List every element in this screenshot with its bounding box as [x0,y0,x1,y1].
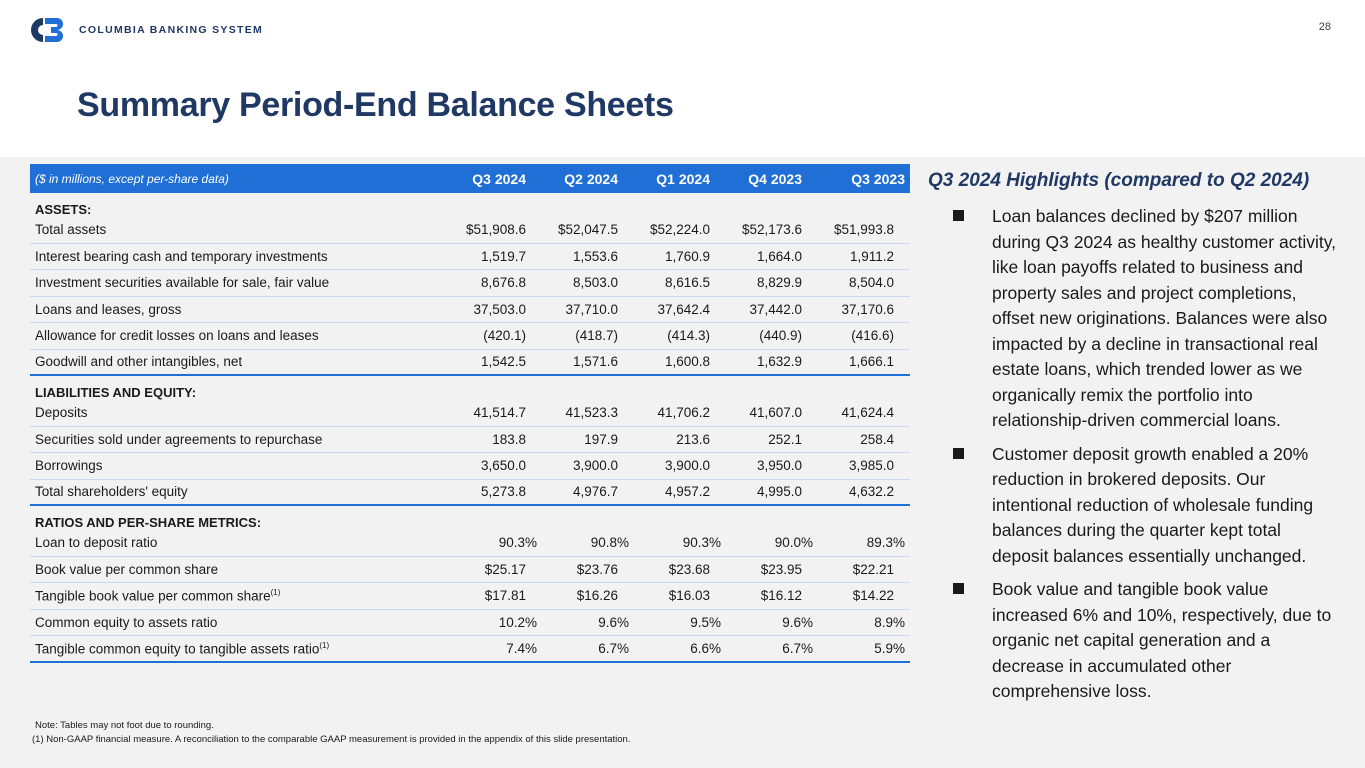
balance-sheet-table [30,164,910,663]
table-cell: 90.3% [498,535,537,551]
table-cell: 89.3% [866,535,905,551]
row-label [30,535,448,550]
table-cell: 37,710.0 [565,301,618,317]
row-label [30,354,448,369]
table-cell: (418.7) [575,328,618,344]
bullet-square-icon [953,583,964,594]
footnote-marker: (1) [319,640,330,650]
row-label [30,615,448,630]
table-cell: 4,957.2 [664,484,710,500]
table-cell: 90.8% [590,535,629,551]
table-row [30,557,910,584]
table-cell: (440.9) [759,328,802,344]
table-cell: $23.68 [668,561,710,577]
bullet-square-icon [953,210,964,221]
table-cell: 6.7% [598,640,629,656]
table-row [30,323,910,350]
table-cell: 3,650.0 [480,458,526,474]
table-cell: 1,911.2 [849,248,894,264]
table-cell: $23.76 [576,561,618,577]
table-cell: 3,900.0 [572,458,618,474]
table-cell: 3,950.0 [756,458,802,474]
column-header: Q1 2024 [656,170,710,187]
table-cell: 1,519.7 [480,248,526,264]
table-cell: $14.22 [852,588,894,604]
row-label [30,432,448,447]
table-cell: 8,829.9 [756,275,802,291]
table-row [30,297,910,324]
row-label-text: Loans and leases, gross [35,301,182,317]
table-cell: 3,900.0 [664,458,710,474]
table-cell: 1,542.5 [480,354,526,370]
table-cell: 41,523.3 [565,405,618,421]
page-title: Summary Period-End Balance Sheets [77,86,674,124]
highlight-item [928,442,1348,570]
table-cell: 6.7% [782,640,813,656]
table-cell: 41,607.0 [749,405,802,421]
slide-header [0,0,1365,157]
table-cell: 1,571.6 [572,354,618,370]
row-label [30,328,448,343]
row-label-text: Common equity to assets ratio [35,614,218,630]
table-cell: $52,224.0 [649,222,710,238]
row-label-text: Total shareholders' equity [35,484,188,500]
row-label-text: Deposits [35,405,88,421]
table-cell: 8,616.5 [664,275,710,291]
row-label [30,405,448,420]
table-header-row [30,164,910,193]
table-cell: $23.95 [760,561,802,577]
table-cell: 4,632.2 [848,484,894,500]
table-cell: 9.6% [598,614,629,630]
table-cell: 41,706.2 [657,405,710,421]
table-cell: $16.26 [576,588,618,604]
column-header: Q2 2024 [564,170,618,187]
table-row [30,636,910,663]
table-cell: 37,503.0 [473,301,526,317]
table-cell: 4,995.0 [756,484,802,500]
table-cell: 1,600.8 [664,354,710,370]
table-row [30,480,910,507]
table-cell: $51,908.6 [465,222,526,238]
table-cell: 183.8 [492,431,526,447]
table-cell: 9.6% [782,614,813,630]
table-row [30,350,910,377]
table-row [30,530,910,557]
table-cell: $16.12 [760,588,802,604]
column-header: Q3 2023 [851,170,905,187]
row-label [30,562,448,577]
table-cell: 7.4% [506,640,537,656]
table-row [30,270,910,297]
table-cell: 1,632.9 [756,354,802,370]
footnote-non-gaap: (1) Non-GAAP financial measure. A reconciliation to the comparable GAAP measurement is provided in the appendix of this slide presentation. [32,734,631,745]
page-number: 28 [1318,21,1331,33]
highlight-item [928,577,1348,705]
table-cell: 41,624.4 [841,405,894,421]
row-label-text: Loan to deposit ratio [35,535,158,551]
table-cell: 37,642.4 [657,301,710,317]
table-cell: 1,553.6 [572,248,618,264]
table-cell: 1,666.1 [848,354,894,370]
table-cell: 37,442.0 [749,301,802,317]
table-cell: $25.17 [484,561,526,577]
row-label-text: Borrowings [35,458,103,474]
highlights-panel [928,170,1348,713]
table-cell: (420.1) [483,328,526,344]
table-cell: 197.9 [584,431,618,447]
table-cell: 4,976.7 [572,484,618,500]
table-cell: 41,514.7 [473,405,526,421]
table-cell: $52,047.5 [557,222,618,238]
section-heading: LIABILITIES AND EQUITY: [35,385,197,400]
row-label-text: Book value per common share [35,561,219,577]
table-cell: 1,760.9 [664,248,710,264]
table-cell: 9.5% [690,614,721,630]
row-label [30,641,448,657]
table-cell: 8.9% [874,614,905,630]
table-cell: 5,273.8 [480,484,526,500]
footnote-rounding: Note: Tables may not foot due to rounding. [35,720,214,731]
table-row [30,217,910,244]
row-label [30,302,448,317]
table-cell: 258.4 [860,431,894,447]
table-cell: 8,503.0 [572,275,618,291]
row-label [30,249,448,264]
table-row [30,453,910,480]
table-row [30,610,910,637]
column-header: Q3 2024 [472,170,526,187]
row-label-text: Tangible book value per common share [35,588,271,604]
table-cell: 1,664.0 [756,248,802,264]
row-label [30,275,448,290]
table-cell: 8,676.8 [480,275,526,291]
cb-logo-icon [25,14,69,46]
table-cell: 5.9% [874,640,905,656]
highlight-item [928,204,1348,434]
table-cell: 6.6% [690,640,721,656]
table-cell: (416.6) [851,328,894,344]
table-cell: 252.1 [768,431,802,447]
row-label-text: Goodwill and other intangibles, net [35,354,243,370]
row-label-text: Total assets [35,222,107,238]
table-cell: 37,170.6 [841,301,894,317]
row-label [30,458,448,473]
table-body [30,193,910,663]
row-label-text: Investment securities available for sale, fair value [35,275,330,291]
section-heading: RATIOS AND PER-SHARE METRICS: [35,515,262,530]
table-cell: 90.3% [682,535,721,551]
row-label [30,222,448,237]
table-cell: $22.21 [852,561,894,577]
row-label [30,484,448,499]
row-label-text: Tangible common equity to tangible assets ratio [35,641,320,656]
footnote-marker: (1) [270,588,281,597]
table-row [30,427,910,454]
table-cell: $51,993.8 [833,222,894,238]
highlights-list [928,204,1348,705]
bullet-square-icon [953,448,964,459]
table-cell: 10.2% [498,614,537,630]
highlight-text: Book value and tangible book value increased 6% and 10%, respectively, due to organic net capital generation and a decrease in accumulated other comprehensive loss. [992,579,1332,701]
table-cell: 90.0% [774,535,813,551]
table-cell: 8,504.0 [848,275,894,291]
highlights-title: Q3 2024 Highlights (compared to Q2 2024) [928,170,1310,191]
unit-label: ($ in millions, except per-share data) [35,171,229,186]
table-row [30,583,910,610]
table-cell: 213.6 [676,431,710,447]
row-label-text: Allowance for credit losses on loans and leases [35,328,319,344]
company-logo [25,14,263,46]
highlight-text: Customer deposit growth enabled a 20% reduction in brokered deposits. Our intentional reduction of wholesale funding balances during the quarter kept total deposit balances essentially unchanged. [992,443,1314,566]
column-header: Q4 2023 [748,170,802,187]
footnotes [32,719,631,747]
table-cell: (414.3) [667,328,710,344]
section-heading: ASSETS: [35,202,92,217]
row-label [30,588,448,604]
table-cell: $16.03 [668,588,710,604]
logo-text: COLUMBIA BANKING SYSTEM [79,24,264,36]
highlight-text: Loan balances declined by $207 million during Q3 2024 as healthy customer activity, like loan payoffs related to business and property sales and project completions, offset new originations. Balances were also impacted by a decline in transactional real estate loans, which trended lower as we organically remix the portfolio into relationship-driven commercial loans. [992,206,1337,430]
table-row [30,400,910,427]
table-cell: 3,985.0 [848,458,894,474]
table-row [30,244,910,271]
row-label-text: Securities sold under agreements to repurchase [35,431,323,447]
table-cell: $17.81 [484,588,526,604]
table-cell: $52,173.6 [741,222,802,238]
row-label-text: Interest bearing cash and temporary investments [35,248,328,264]
